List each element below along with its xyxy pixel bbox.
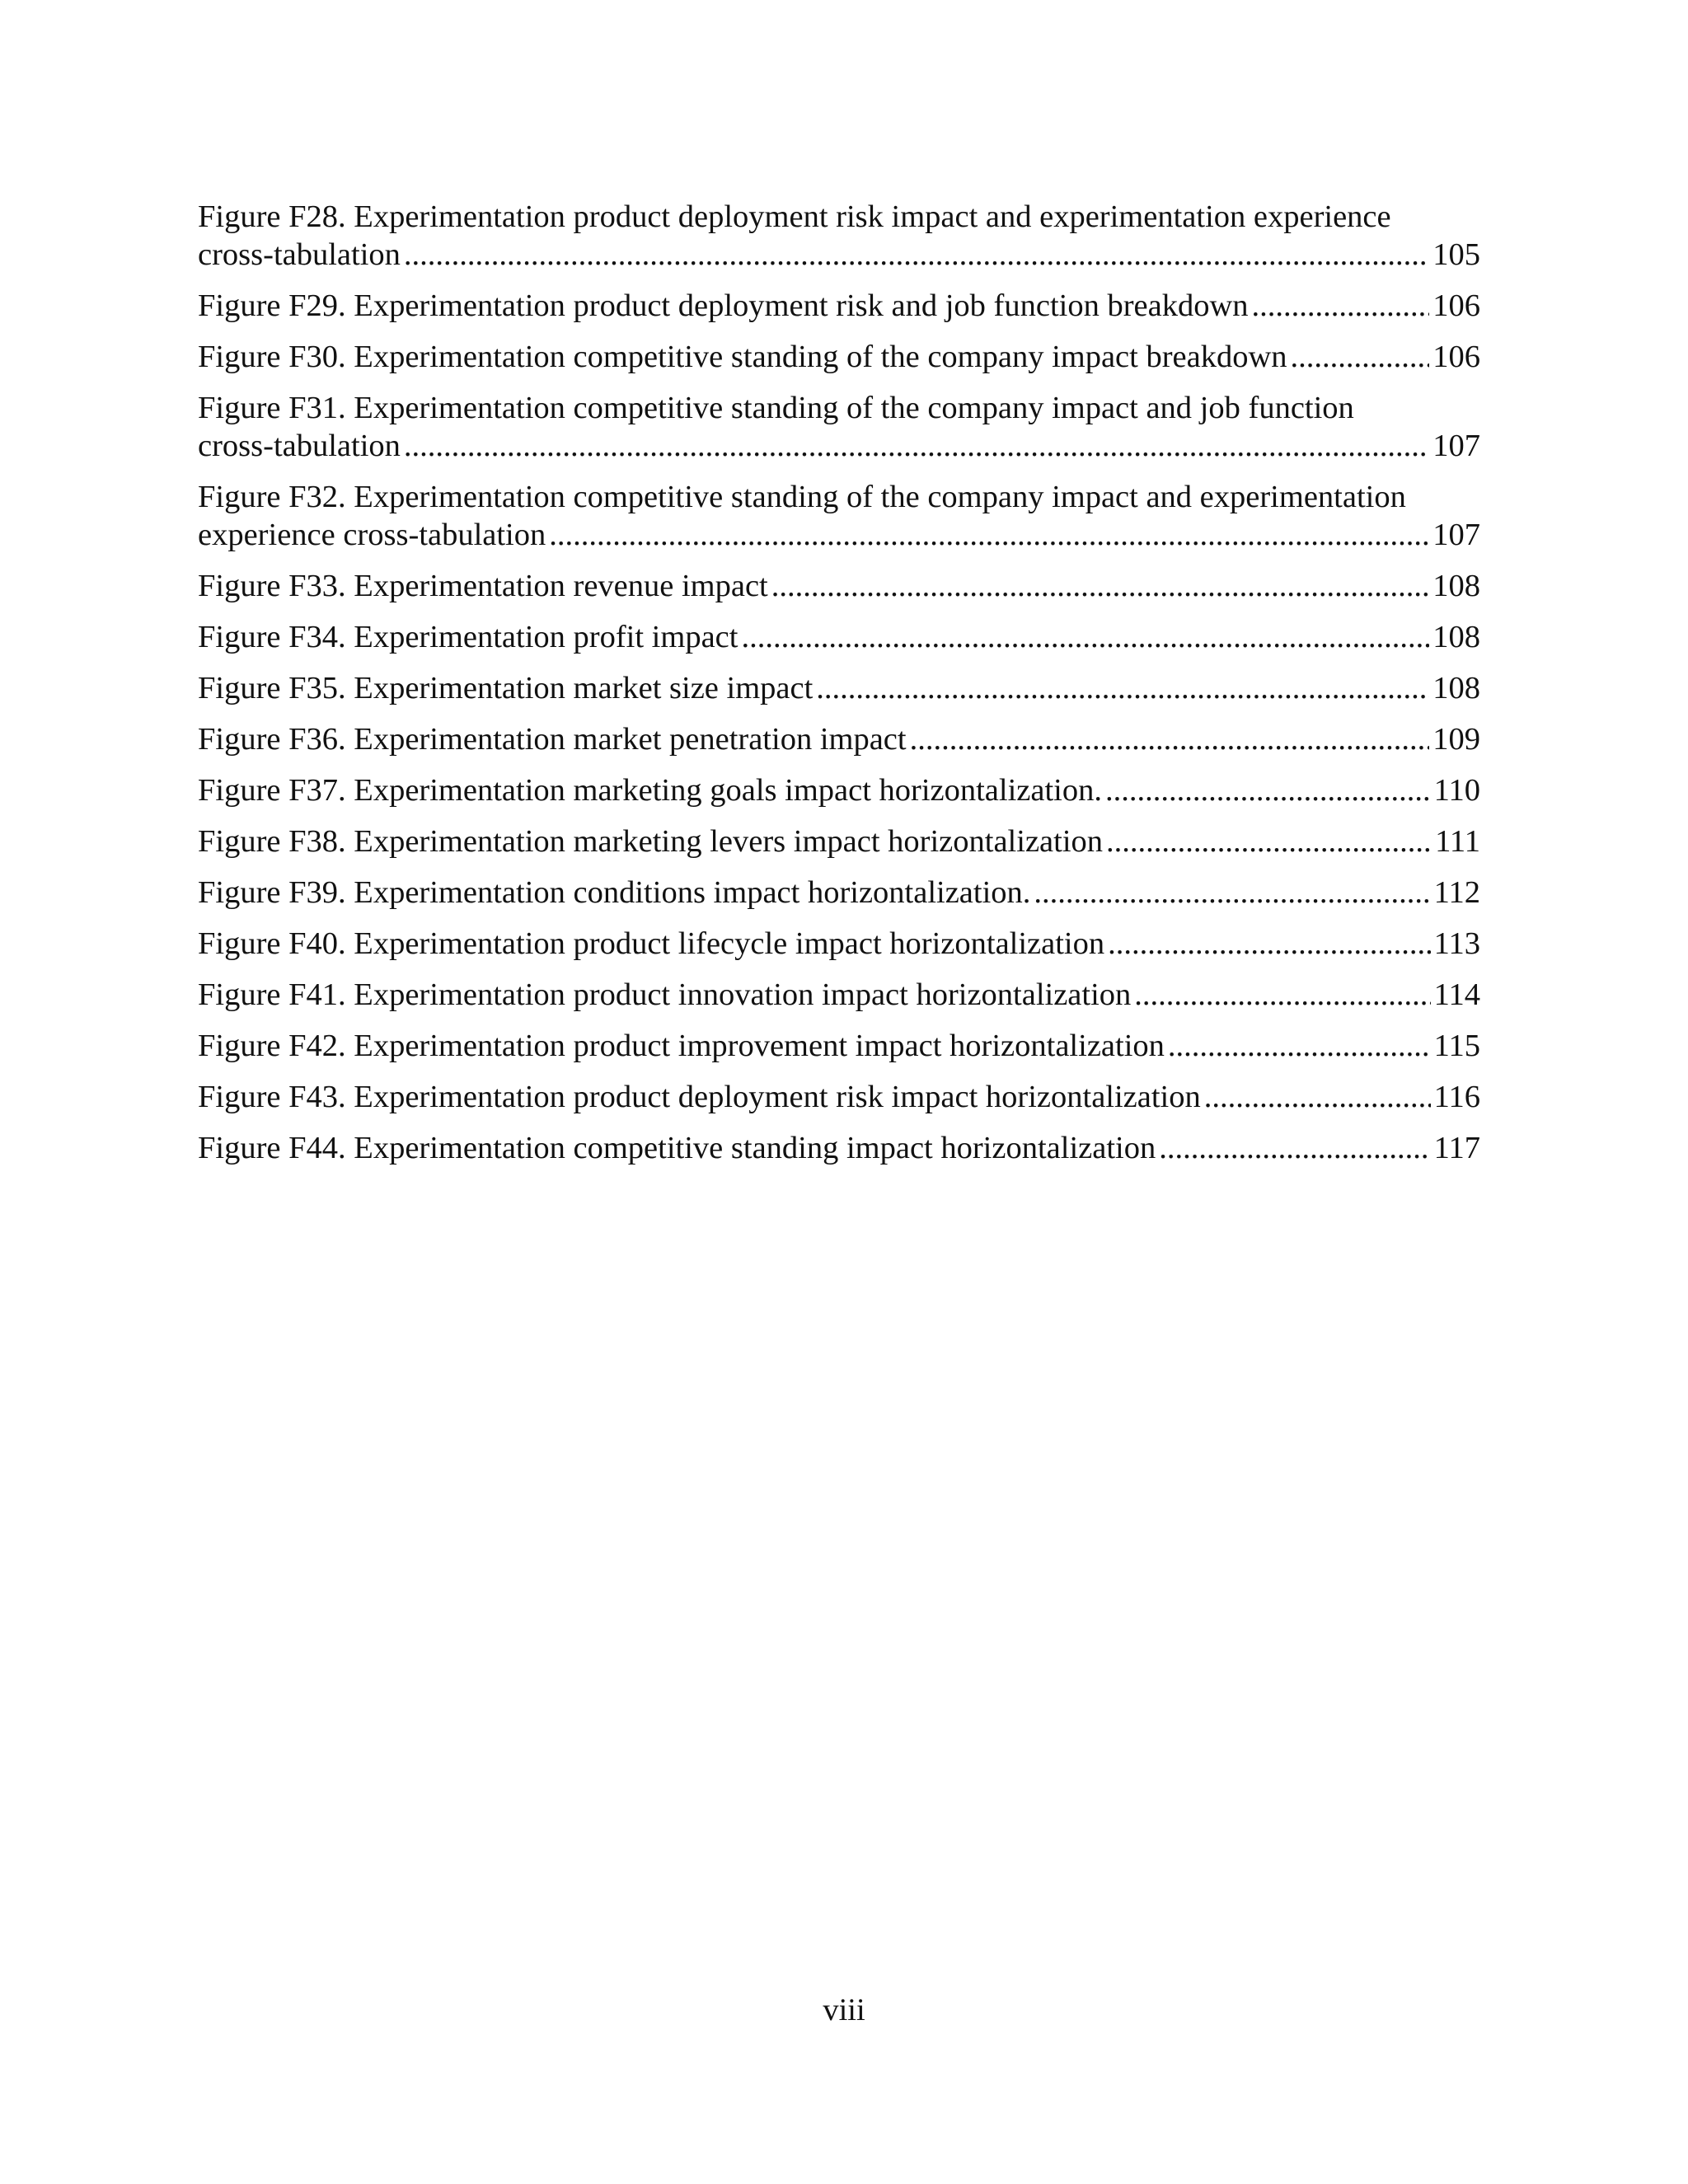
dot-leader (1252, 287, 1430, 325)
toc-entry-f43[interactable] (198, 1078, 1480, 1116)
toc-entry-leader-line (198, 1129, 1480, 1167)
dot-leader (741, 618, 1429, 656)
toc-entry-leader-line (198, 1078, 1480, 1116)
toc-entry-title: Figure F35. Experimentation market size impact (198, 671, 814, 705)
toc-entry-title: Figure F30. Experimentation competitive standing of the company impact breakdown (198, 340, 1287, 374)
dot-leader (1291, 338, 1430, 376)
dot-leader (1204, 1078, 1431, 1116)
toc-entry-title: Figure F44. Experimentation competitive standing impact horizontalization (198, 1131, 1156, 1165)
toc-entry-leader-line (198, 771, 1480, 809)
toc-entry-f41[interactable] (198, 976, 1480, 1014)
toc-entry-page: 105 (1432, 237, 1480, 272)
toc-entry-f29[interactable] (198, 287, 1480, 325)
toc-entry-title: cross-tabulation (198, 237, 401, 272)
dot-leader (1168, 1027, 1431, 1065)
toc-entry-f33[interactable] (198, 567, 1480, 605)
toc-entry-page: 108 (1432, 569, 1480, 603)
toc-entry-title-line: Figure F32. Experimentation competitive standing of the company impact and experimentation (198, 480, 1406, 514)
toc-entry-f36[interactable] (198, 720, 1480, 758)
toc-entry-page: 113 (1433, 926, 1480, 961)
toc-entry-f34[interactable] (198, 618, 1480, 656)
toc-entry-title-line: Figure F28. Experimentation product deployment risk impact and experimentation experience (198, 199, 1391, 234)
dot-leader (816, 669, 1429, 707)
toc-entry-title: Figure F36. Experimentation market penetration impact (198, 722, 907, 757)
toc-entry-page: 108 (1432, 620, 1480, 654)
toc-entry-page: 106 (1432, 340, 1480, 374)
toc-entry-leader-line (198, 516, 1480, 554)
toc-entry-page: 110 (1433, 773, 1480, 808)
toc-entry-title: Figure F42. Experimentation product improvement impact horizontalization (198, 1029, 1165, 1063)
toc-entry-title-line: Figure F31. Experimentation competitive standing of the company impact and job function (198, 391, 1354, 425)
dot-leader (404, 236, 1429, 274)
toc-entry-page: 116 (1433, 1080, 1480, 1114)
toc-entry-page: 109 (1432, 722, 1480, 757)
toc-entry-leader-line (198, 976, 1480, 1014)
dot-leader (910, 720, 1430, 758)
toc-entry-page: 117 (1433, 1131, 1480, 1165)
toc-entry-page: 112 (1433, 875, 1480, 910)
toc-entry-f44[interactable] (198, 1129, 1480, 1167)
toc-entry-leader-line (198, 720, 1480, 758)
dot-leader (1159, 1129, 1430, 1167)
toc-entry-f30[interactable] (198, 338, 1480, 376)
toc-entry-f32[interactable] (198, 478, 1480, 554)
toc-entry-page: 115 (1433, 1029, 1480, 1063)
toc-entry-page: 106 (1432, 288, 1480, 323)
toc-entry-leader-line (198, 427, 1480, 465)
toc-entry-f42[interactable] (198, 1027, 1480, 1065)
toc-entry-page: 107 (1432, 518, 1480, 552)
toc-entry-leader-line (198, 236, 1480, 274)
dot-leader (549, 516, 1429, 554)
toc-entry-leader-line (198, 618, 1480, 656)
dot-leader (404, 427, 1429, 465)
toc-entry-title: Figure F33. Experimentation revenue impact (198, 569, 768, 603)
toc-entry-f35[interactable] (198, 669, 1480, 707)
toc-entry-page: 111 (1435, 824, 1480, 859)
toc-entry-leader-line (198, 287, 1480, 325)
toc-entry-f28[interactable] (198, 198, 1480, 274)
toc-entry-title: Figure F40. Experimentation product lifecycle impact horizontalization (198, 926, 1105, 961)
toc-entry-leader-line (198, 338, 1480, 376)
toc-entry-leader-line (198, 669, 1480, 707)
dot-leader (1134, 976, 1430, 1014)
toc-entry-leader-line (198, 874, 1480, 912)
toc-entry-leader-line (198, 1027, 1480, 1065)
toc-entry-title: Figure F41. Experimentation product innovation impact horizontalization (198, 977, 1132, 1012)
toc-entry-page: 107 (1432, 429, 1480, 463)
toc-entry-title: Figure F37. Experimentation marketing goals impact horizontalization. (198, 773, 1102, 808)
toc-entry-title: cross-tabulation (198, 429, 401, 463)
toc-entry-title: Figure F39. Experimentation conditions impact horizontalization. (198, 875, 1031, 910)
toc-entry-f37[interactable] (198, 771, 1480, 809)
dot-leader (771, 567, 1430, 605)
toc-entry-f31[interactable] (198, 389, 1480, 465)
toc-entry-leader-line (198, 567, 1480, 605)
dot-leader (1108, 925, 1431, 963)
toc-entry-title: experience cross-tabulation (198, 518, 546, 552)
dot-leader (1106, 823, 1432, 860)
toc-entry-page: 114 (1433, 977, 1480, 1012)
toc-entry-title: Figure F29. Experimentation product deployment risk and job function breakdown (198, 288, 1249, 323)
toc-entry-title: Figure F38. Experimentation marketing levers impact horizontalization (198, 824, 1104, 859)
toc-entry-leader-line (198, 925, 1480, 963)
toc-entry-f39[interactable] (198, 874, 1480, 912)
dot-leader (1105, 771, 1431, 809)
list-of-figures (198, 198, 1480, 1180)
toc-entry-title: Figure F34. Experimentation profit impact (198, 620, 738, 654)
toc-entry-page: 108 (1432, 671, 1480, 705)
page-number: viii (823, 1993, 865, 2027)
toc-entry-f38[interactable] (198, 823, 1480, 860)
dot-leader (1034, 874, 1430, 912)
toc-entry-f40[interactable] (198, 925, 1480, 963)
toc-entry-title: Figure F43. Experimentation product deployment risk impact horizontalization (198, 1080, 1201, 1114)
toc-entry-leader-line (198, 823, 1480, 860)
